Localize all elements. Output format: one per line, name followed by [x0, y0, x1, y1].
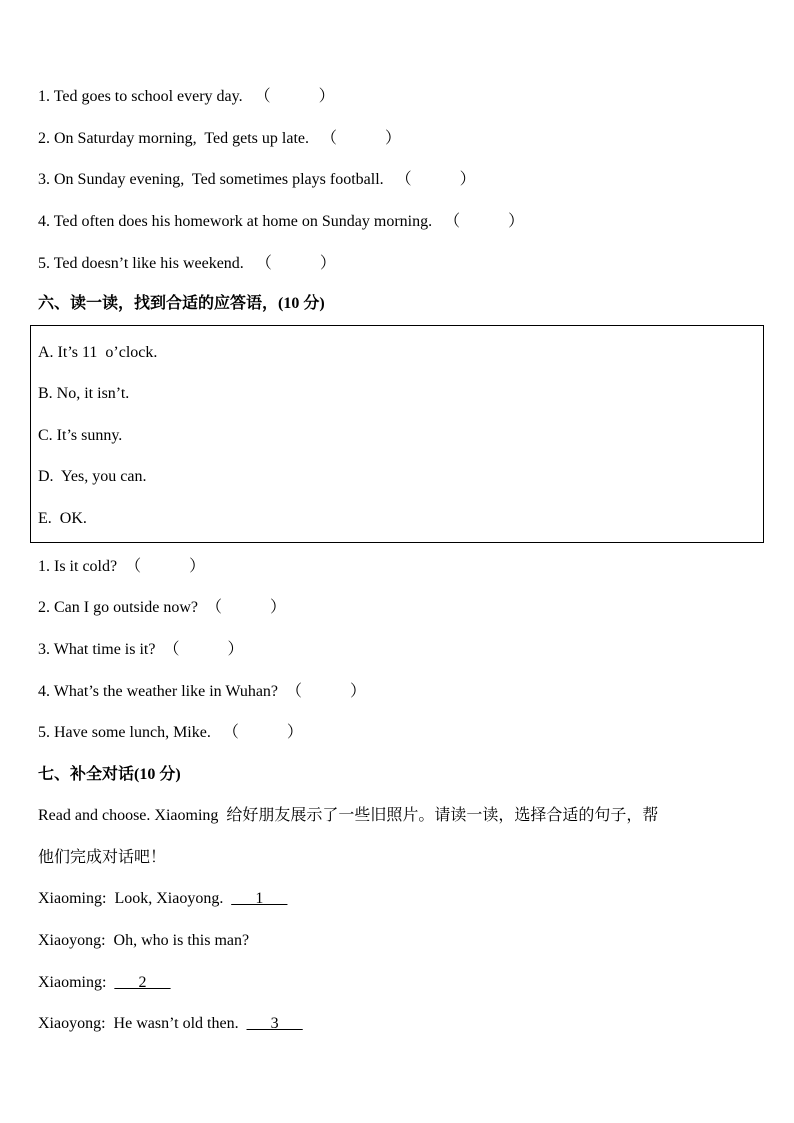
option-b: B. No, it isn’t. — [38, 385, 130, 402]
list-item — [38, 254, 336, 274]
item-text: 4. Ted often does his homework at home on Sunday morning. — [38, 213, 433, 230]
speaker: Xiaoming: — [38, 890, 107, 907]
answer-blank[interactable]: （ ） — [320, 130, 401, 147]
question-item — [38, 598, 286, 618]
dialogue-text: Look, Xiaoyong. — [114, 890, 224, 907]
option-c: C. It’s sunny. — [38, 427, 123, 444]
answer-blank[interactable]: （ ） — [255, 255, 336, 272]
section-title: 六、读一读，找到合适的应答语，(10 分) — [38, 295, 325, 312]
list-item — [38, 212, 524, 232]
dialogue-blank[interactable]: ___1___ — [231, 890, 288, 907]
answer-blank[interactable]: （ ） — [286, 683, 367, 700]
question-text: 2. Can I go outside now? — [38, 599, 198, 616]
option-d: D. Yes, you can. — [38, 468, 147, 485]
question-item — [38, 723, 303, 743]
question-text: 5. Have some lunch, Mike. — [38, 724, 211, 741]
list-item — [38, 170, 476, 190]
dialogue-line — [38, 973, 170, 993]
instructions-line-1: Read and choose. Xiaoming 给好朋友展示了一些旧照片。请读一读，选择合适的句子，帮 — [38, 807, 659, 824]
answer-blank[interactable]: （ ） — [254, 88, 335, 105]
answer-blank[interactable]: （ ） — [395, 171, 476, 188]
question-item — [38, 682, 366, 702]
dialogue-blank[interactable]: ___2___ — [114, 974, 171, 991]
answer-blank[interactable]: （ ） — [125, 558, 206, 575]
answer-blank[interactable]: （ ） — [222, 724, 303, 741]
speaker: Xiaoming: — [38, 974, 107, 991]
speaker: Xiaoyong: — [38, 1015, 106, 1032]
dialogue-line — [38, 931, 249, 951]
answer-blank[interactable]: （ ） — [444, 213, 525, 230]
section-title: 七、补全对话(10 分) — [38, 766, 181, 783]
instructions-line-2: 他们完成对话吧！ — [38, 849, 167, 866]
question-item — [38, 640, 243, 660]
item-text: 3. On Sunday evening, Ted sometimes plays football. — [38, 171, 384, 188]
dialogue-text: Oh, who is this man? — [113, 932, 250, 949]
option-a: A. It’s 11 o’clock. — [38, 344, 158, 361]
item-text: 1. Ted goes to school every day. — [38, 88, 243, 105]
dialogue-line — [38, 889, 287, 909]
question-text: 3. What time is it? — [38, 641, 156, 658]
question-text: 1. Is it cold? — [38, 558, 118, 575]
answer-blank[interactable]: （ ） — [205, 599, 286, 616]
question-text: 4. What’s the weather like in Wuhan? — [38, 683, 279, 700]
dialogue-blank[interactable]: ___3___ — [246, 1015, 303, 1032]
item-text: 2. On Saturday morning, Ted gets up late. — [38, 130, 309, 147]
dialogue-line — [38, 1014, 303, 1034]
speaker: Xiaoyong: — [38, 932, 106, 949]
list-item — [38, 87, 335, 107]
item-text: 5. Ted doesn’t like his weekend. — [38, 255, 244, 272]
list-item — [38, 129, 401, 149]
dialogue-text: He wasn’t old then. — [113, 1015, 239, 1032]
option-e: E. OK. — [38, 510, 87, 527]
question-item — [38, 557, 205, 577]
answer-blank[interactable]: （ ） — [163, 641, 244, 658]
